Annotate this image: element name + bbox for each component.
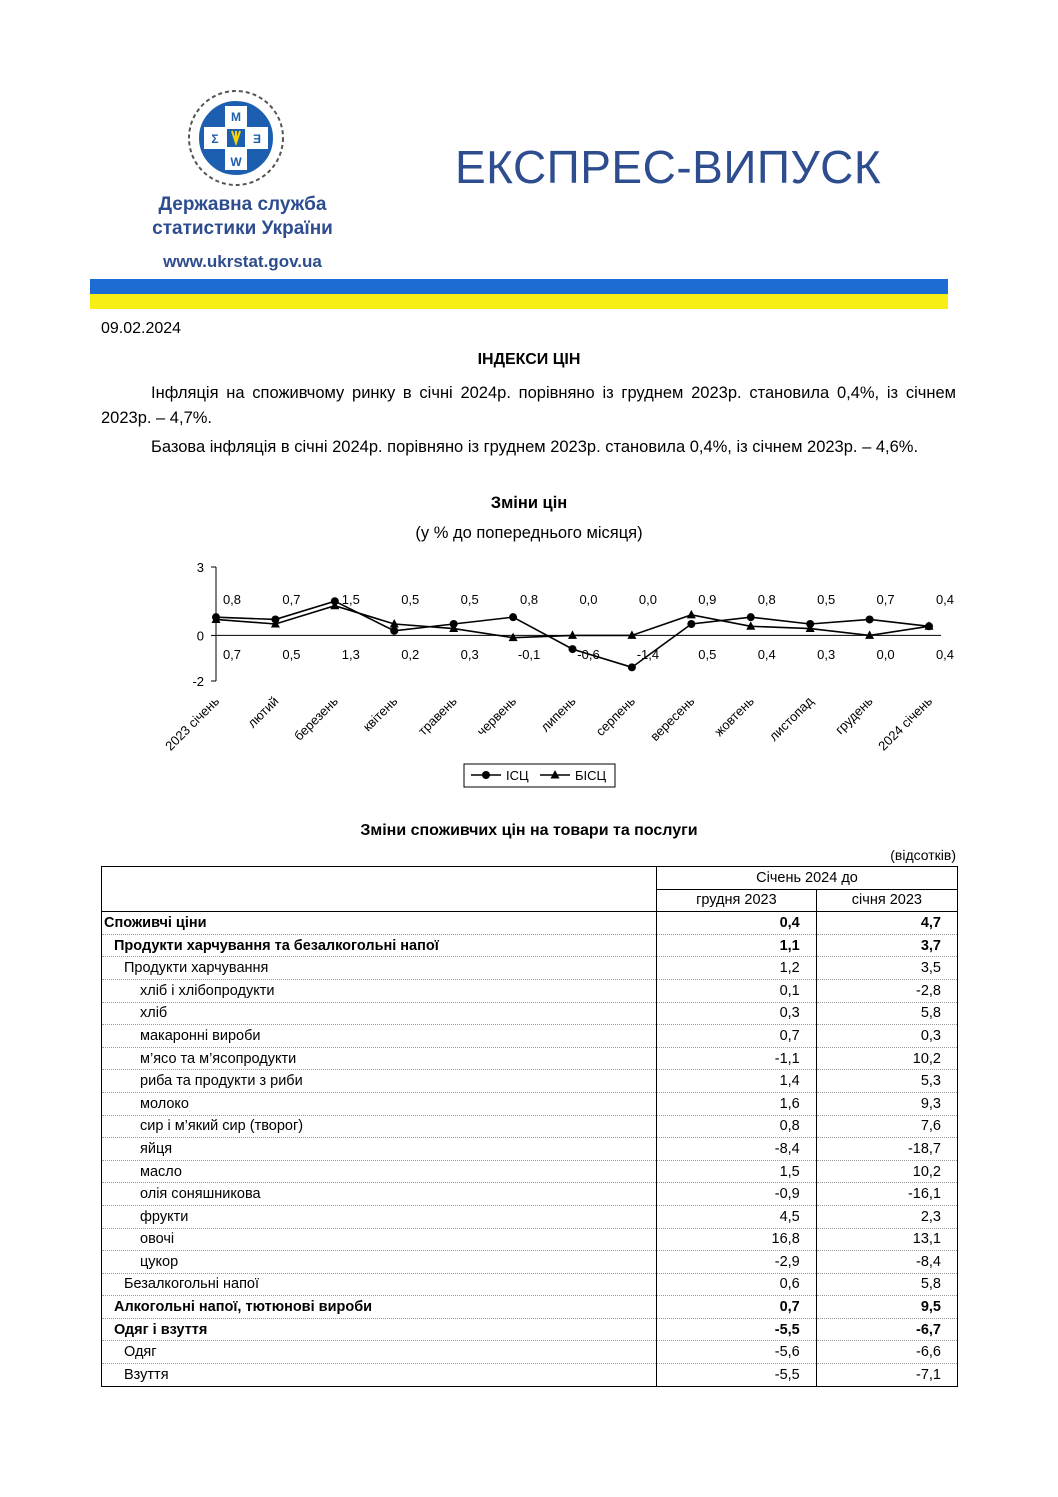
table-cell-category: Взуття <box>102 1364 657 1387</box>
y-tick-label: 3 <box>196 560 204 575</box>
table-cell-category: яйця <box>102 1138 657 1161</box>
table-cell-category: м’ясо та м’ясопродукти <box>102 1047 657 1070</box>
x-tick-label: 2023 січень <box>162 693 223 754</box>
table-cell-vs-jan: 3,5 <box>816 957 957 980</box>
table-cell-category: Одяг і взуття <box>102 1318 657 1341</box>
table-cell-category: молоко <box>102 1092 657 1115</box>
table-row <box>102 912 958 935</box>
chart-title: Зміни цін <box>490 494 568 512</box>
table-cell-vs-jan: 9,5 <box>816 1296 957 1319</box>
table-row <box>102 1228 958 1251</box>
table-cell-category: цукор <box>102 1251 657 1274</box>
x-tick-label: лютий <box>244 693 282 731</box>
table-cell-vs-jan: -6,7 <box>816 1318 957 1341</box>
svg-text:Ǝ: Ǝ <box>252 132 262 146</box>
data-label-bisc: 0,5 <box>401 592 420 607</box>
table-col-header-jan: січня 2023 <box>816 889 957 912</box>
table-cell-vs-jan: -18,7 <box>816 1138 957 1161</box>
table-cell-category: Продукти харчування <box>102 957 657 980</box>
y-tick-label: 0 <box>196 628 204 644</box>
table-cell-category: хліб <box>102 1002 657 1025</box>
legend-label-bisc: БІСЦ <box>575 768 607 783</box>
data-point-bisc <box>687 610 696 619</box>
table-cell-category: Одяг <box>102 1341 657 1364</box>
table-cell-vs-jan: 13,1 <box>816 1228 957 1251</box>
x-tick-label: квітень <box>359 693 401 735</box>
data-label-isc: 0,5 <box>460 592 479 607</box>
data-label-bisc: 0,4 <box>757 647 776 662</box>
inflation-paragraph: Інфляція на споживчому ринку в січні 2024р. порівняно із груднем 2023р. становила 0,4%, із січнем 2023р. – 4,7%. <box>101 384 956 427</box>
table-row <box>102 934 958 957</box>
data-label-bisc: 0,3 <box>817 647 836 662</box>
table-cell-vs-dec: 1,2 <box>657 957 817 980</box>
data-label-bisc: 0,0 <box>876 647 895 662</box>
table-cell-vs-dec: 0,1 <box>657 979 817 1002</box>
data-label-isc: 0,8 <box>757 592 776 607</box>
data-label-isc: 0,5 <box>698 647 717 662</box>
table-cell-vs-jan: 5,3 <box>816 1070 957 1093</box>
x-tick-label: вересень <box>647 693 698 744</box>
organization-name-line2: статистики України <box>152 218 333 239</box>
table-cell-vs-jan: 10,2 <box>816 1160 957 1183</box>
table-group-header: Січень 2024 до <box>657 867 958 890</box>
express-release-title: ЕКСПРЕС-ВИПУСК <box>455 141 882 193</box>
svg-text:Σ: Σ <box>211 132 219 146</box>
table-cell-vs-dec: 16,8 <box>657 1228 817 1251</box>
table-cell-category: масло <box>102 1160 657 1183</box>
table-cell-vs-dec: -2,9 <box>657 1251 817 1274</box>
table-cell-vs-jan: -8,4 <box>816 1251 957 1274</box>
table-cell-vs-dec: -0,9 <box>657 1183 817 1206</box>
data-label-bisc: 0,4 <box>935 647 955 662</box>
data-label-bisc: 0,3 <box>460 647 479 662</box>
data-label-isc: 0,5 <box>817 592 836 607</box>
table-row <box>102 1205 958 1228</box>
table-cell-vs-jan: -7,1 <box>816 1364 957 1387</box>
data-point-isc <box>509 613 517 621</box>
table-cell-vs-dec: 0,6 <box>657 1273 817 1296</box>
data-label-bisc: 0,5 <box>282 647 301 662</box>
table-cell-vs-dec: 1,5 <box>657 1160 817 1183</box>
data-point-isc <box>390 627 398 635</box>
table-cell-vs-jan: -2,8 <box>816 979 957 1002</box>
data-label-isc: 1,5 <box>341 592 360 607</box>
table-cell-vs-jan: 0,3 <box>816 1025 957 1048</box>
data-point-isc <box>628 663 636 671</box>
chart-subtitle: (у % до попереднього місяця) <box>415 524 643 542</box>
data-point-isc <box>747 613 755 621</box>
data-label-bisc: 1,3 <box>341 647 360 662</box>
table-cell-vs-jan: -16,1 <box>816 1183 957 1206</box>
table-cell-category: фрукти <box>102 1205 657 1228</box>
table-row <box>102 1047 958 1070</box>
x-tick-label: червень <box>473 693 520 739</box>
data-label-isc: 0,4 <box>935 592 955 607</box>
table-row <box>102 957 958 980</box>
table-cell-vs-dec: -5,5 <box>657 1364 817 1387</box>
table-row <box>102 1092 958 1115</box>
table-cell-vs-jan: 4,7 <box>816 912 957 935</box>
table-cell-vs-dec: 1,4 <box>657 1070 817 1093</box>
data-label-isc: 0,7 <box>876 592 895 607</box>
data-label-bisc: 0,9 <box>698 592 717 607</box>
table-row <box>102 1160 958 1183</box>
legend-label-isc: ІСЦ <box>506 768 529 783</box>
core-inflation-paragraph: Базова інфляція в січні 2024р. порівняно із груднем 2023р. становила 0,4%, із січнем 2023р. – 4,6%. <box>151 438 919 456</box>
data-label-isc: -1,4 <box>636 647 660 662</box>
table-cell-vs-dec: -1,1 <box>657 1047 817 1070</box>
price-changes-table <box>101 866 958 1387</box>
data-label-bisc: 0,0 <box>638 592 657 607</box>
table-cell-vs-dec: 1,1 <box>657 934 817 957</box>
table-row <box>102 1002 958 1025</box>
page-heading: ІНДЕКСИ ЦІН <box>477 351 581 368</box>
table-title: Зміни споживчих цін на товари та послуги <box>360 822 698 839</box>
x-tick-label: серпень <box>592 693 639 739</box>
table-cell-category: риба та продукти з риби <box>102 1070 657 1093</box>
table-cell-category: сир і м’який сир (творог) <box>102 1115 657 1138</box>
table-unit: (відсотків) <box>890 847 956 863</box>
data-label-bisc: 0,7 <box>222 647 242 662</box>
table-cell-vs-dec: -5,5 <box>657 1318 817 1341</box>
data-point-isc <box>866 615 874 623</box>
table-row <box>102 1296 958 1319</box>
table-cell-category: Алкогольні напої, тютюнові вироби <box>102 1296 657 1319</box>
table-cell-vs-dec: 0,7 <box>657 1296 817 1319</box>
data-point-isc <box>687 620 695 628</box>
table-cell-category: Безалкогольні напої <box>102 1273 657 1296</box>
table-cell-vs-jan: 3,7 <box>816 934 957 957</box>
table-cell-vs-dec: 0,4 <box>657 912 817 935</box>
price-change-line-chart <box>0 550 1058 800</box>
data-label-isc: 0,7 <box>282 592 301 607</box>
legend-marker-isc <box>482 771 490 779</box>
data-label-isc: 0,8 <box>520 592 539 607</box>
table-header-blank <box>102 867 657 912</box>
y-tick-label: -2 <box>192 674 204 689</box>
table-row <box>102 1273 958 1296</box>
x-tick-label: липень <box>537 693 579 735</box>
table-cell-vs-jan: 9,3 <box>816 1092 957 1115</box>
x-tick-label: листопад <box>765 693 817 744</box>
table-row <box>102 1183 958 1206</box>
x-tick-label: грудень <box>832 693 876 738</box>
data-label-bisc: -0,1 <box>517 647 541 662</box>
data-point-isc <box>569 645 577 653</box>
svg-text:М: М <box>231 110 241 124</box>
data-label-isc: 0,8 <box>222 592 242 607</box>
table-cell-vs-dec: 0,8 <box>657 1115 817 1138</box>
table-row <box>102 1025 958 1048</box>
table-cell-vs-jan: 10,2 <box>816 1047 957 1070</box>
table-row <box>102 1138 958 1161</box>
table-cell-vs-dec: -8,4 <box>657 1138 817 1161</box>
table-cell-vs-jan: 5,8 <box>816 1002 957 1025</box>
data-label-bisc: 0,0 <box>579 592 598 607</box>
table-row <box>102 1318 958 1341</box>
table-cell-category: овочі <box>102 1228 657 1251</box>
table-row <box>102 1364 958 1387</box>
state-statistics-emblem-icon <box>181 88 291 188</box>
table-col-header-dec: грудня 2023 <box>657 889 817 912</box>
table-cell-category: олія соняшникова <box>102 1183 657 1206</box>
table-cell-category: хліб і хлібопродукти <box>102 979 657 1002</box>
data-label-isc: -0,6 <box>577 647 600 662</box>
table-cell-vs-jan: -6,6 <box>816 1341 957 1364</box>
table-cell-vs-dec: 0,3 <box>657 1002 817 1025</box>
table-cell-vs-dec: 0,7 <box>657 1025 817 1048</box>
table-cell-vs-jan: 2,3 <box>816 1205 957 1228</box>
table-row <box>102 1251 958 1274</box>
x-tick-label: травень <box>414 693 460 739</box>
table-cell-vs-dec: 4,5 <box>657 1205 817 1228</box>
table-cell-vs-jan: 7,6 <box>816 1115 957 1138</box>
table-cell-vs-jan: 5,8 <box>816 1273 957 1296</box>
organization-name-line1: Державна служба <box>158 194 327 215</box>
table-cell-vs-dec: 1,6 <box>657 1092 817 1115</box>
website-link[interactable]: www.ukrstat.gov.ua <box>163 252 322 271</box>
table-cell-category: Споживчі ціни <box>102 912 657 935</box>
svg-text:W: W <box>230 155 242 169</box>
table-cell-category: Продукти харчування та безалкогольні напої <box>102 934 657 957</box>
table-row <box>102 1115 958 1138</box>
flag-stripe-yellow <box>90 294 948 309</box>
table-cell-vs-dec: -5,6 <box>657 1341 817 1364</box>
table-row <box>102 979 958 1002</box>
x-tick-label: березень <box>290 693 341 744</box>
table-cell-category: макаронні вироби <box>102 1025 657 1048</box>
data-label-isc: 0,2 <box>401 647 420 662</box>
release-date: 09.02.2024 <box>101 320 182 337</box>
flag-stripe-blue <box>90 279 948 294</box>
table-row <box>102 1070 958 1093</box>
table-row <box>102 1341 958 1364</box>
x-tick-label: 2024 січень <box>875 693 936 754</box>
x-tick-label: жовтень <box>711 693 757 740</box>
